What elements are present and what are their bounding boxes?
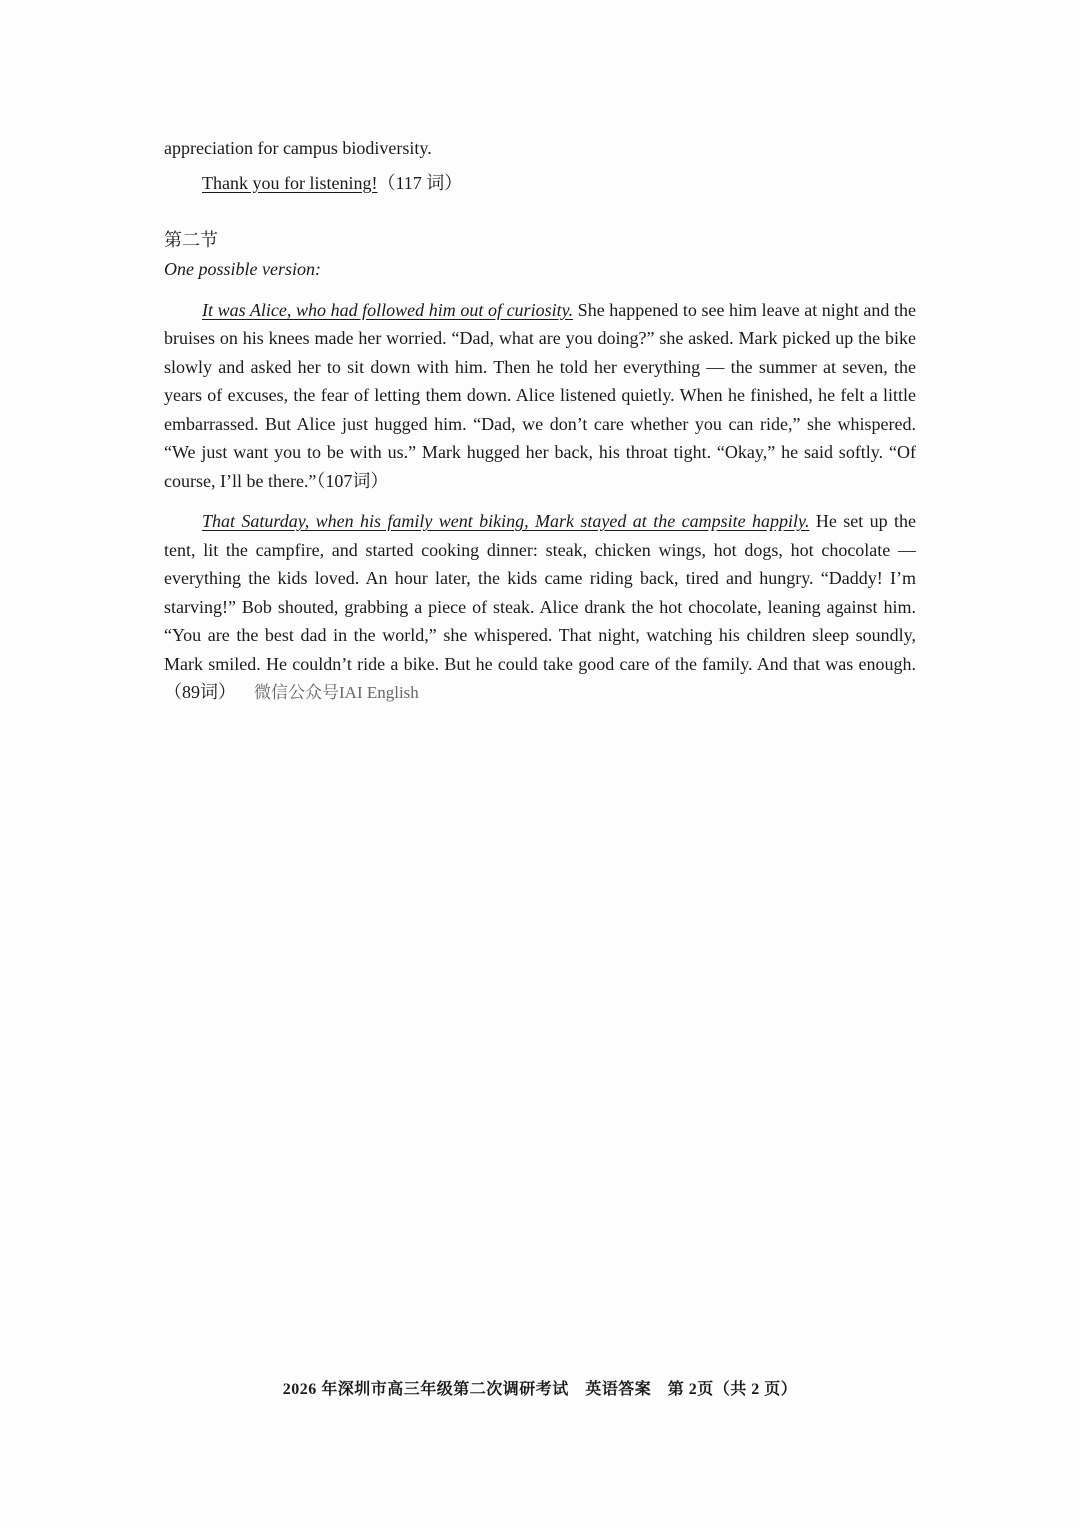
word-count-2: （107词） [316, 470, 389, 491]
paragraph-2 [164, 507, 916, 708]
paragraph-2-lead: That Saturday, when his family went biking, Mark stayed at the campsite happily. [202, 511, 810, 531]
section-heading: 第二节 [164, 230, 218, 250]
word-count-1: （117 词） [377, 172, 463, 193]
closing-line: appreciation for campus biodiversity. [164, 138, 432, 158]
paragraph-1 [164, 296, 916, 496]
watermark: 微信公众号IAI English [254, 683, 419, 702]
page-footer: 2026 年深圳市高三年级第二次调研考试 英语答案 第 2页（共 2 页） [282, 1381, 798, 1398]
thanks-text: Thank you for listening! [202, 172, 378, 193]
word-count-3: （89词） [164, 682, 236, 702]
version-label: One possible version: [164, 259, 321, 279]
paragraph-1-body: She happened to see him leave at night and the bruises on his knees made her worried. “Dad, what are you doing?” she asked. Mark picked up the bike slowly and asked her to sit down with him. Then he told her everything — the summer at seven, the years of excuses, the fear of letting them down. Alice listened quietly. When he finished, he felt a little embarrassed. But Alice just hugged him. “Dad, we don’t care whether you can ride,” she whispered. “We just want you to be with us.” Mark hugged her back, his throat tight. “Okay,” he said softly. “Of course, I’ll be there.” [164, 299, 916, 491]
paragraph-2-body: He set up the tent, lit the campfire, and started cooking dinner: steak, chicken wings, hot dogs, hot chocolate — everything the kids loved. An hour later, the kids came riding back, tired and hungry. “Daddy! I’m starving!” Bob shouted, grabbing a piece of steak. Alice drank the hot chocolate, leaning against him. “You are the best dad in the world,” she whispered. That night, watching his children sleep soundly, Mark smiled. He couldn’t ride a bike. But he could take good care of the family. And that was enough. [164, 511, 916, 674]
paragraph-1-lead: It was Alice, who had followed him out of curiosity. [202, 299, 574, 320]
answer-content [164, 134, 916, 708]
thanks-line [164, 169, 916, 198]
